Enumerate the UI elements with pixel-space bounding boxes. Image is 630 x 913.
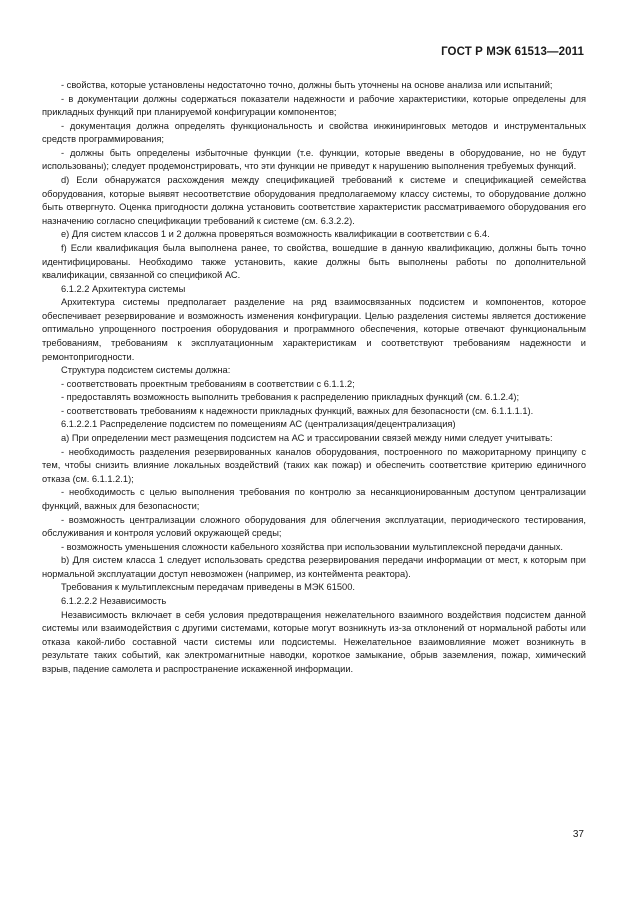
paragraph: - необходимость с целью выполнения требования по контролю за несанкционированным доступом централизации функций, важных для безопасности; bbox=[42, 487, 586, 511]
paragraph: - документация должна определять функциональность и свойства инжиниринговых методов и инструментальных средств программирования; bbox=[42, 120, 586, 145]
paragraph: f) Если квалификация была выполнена ранее, то свойства, вошедшие в данную квалификацию, должны быть точно идентифицированы. Необходимо также установить, какие должны быть выполнены работы по дополнительной квалификации, связанной со спецификой АС. bbox=[42, 242, 586, 281]
paragraph: - необходимость разделения резервированных каналов оборудования, построенного по мажоритарному принципу с тем, чтобы снизить влияние локальных воздействий (таких как пожар) и обеспечить соответствие критерию единичного отказа (см. 6.1.1.2.1); bbox=[42, 446, 586, 484]
paragraph: d) Если обнаружатся расхождения между спецификацией требований к системе и спецификацией семейства оборудования, которые выявят несоответствие оборудования предполагаемому классу системы, то оборудование должно быть отвергнуто. Оценка пригодности должна установить соответствие характеристик рассматриваемого оборудования его назначению согласно спецификации требований к системе (см. 6.3.2.2). bbox=[42, 175, 586, 226]
paragraph: - соответствовать проектным требованиям в соответствии с 6.1.1.2; bbox=[61, 378, 355, 389]
paragraph: - соответствовать требованиям к надежности прикладных функций, важных для безопасности (см. 6.1.1.1.1). bbox=[61, 405, 534, 416]
paragraph: Требования к мультиплексным передачам приведены в МЭК 61500. bbox=[61, 582, 355, 593]
paragraph: e) Для систем классов 1 и 2 должна проверяться возможность квалификации в соответствии с 6.4. bbox=[61, 229, 490, 240]
paragraph: Независимость включает в себя условия предотвращения нежелательного взаимного воздействия подсистем данной системы или взаимодействия с другими системами, которые могут возникнуть из-за отклонений от нормальной работы или отказа какой-либо составной части системы или подсистемы. Нежелательное взаимовлияние может возникнуть в результате таких событий, как электромагнитные наводки, короткое замыкание, обрыв заземления, пожар, химический взрыв, падение самолета и распространение искаженной информации. bbox=[42, 609, 586, 674]
paragraph: - возможность централизации сложного оборудования для облегчения эксплуатации, периодического тестирования, обслуживания и контроля условий окружающей среды; bbox=[42, 514, 586, 539]
paragraph: - должны быть определены избыточные функции (т.е. функции, которые введены в оборудование, но не будут использованы); следует продемонстрировать, что эти функции не приведут к нарушению выполнения требуемых функций. bbox=[42, 147, 586, 172]
paragraph: Структура подсистем системы должна: bbox=[61, 365, 231, 376]
document-header: ГОСТ Р МЭК 61513—2011 bbox=[441, 46, 584, 58]
document-body bbox=[42, 79, 586, 676]
paragraph: - возможность уменьшения сложности кабельного хозяйства при использовании мультиплексной передачи данных. bbox=[61, 541, 564, 552]
section-heading: 6.1.2.2 Архитектура системы bbox=[61, 283, 186, 294]
paragraph: - в документации должны содержаться показатели надежности и рабочие характеристики, которые определены для прикладных функций при планируемой конфигурации компонентов; bbox=[42, 93, 586, 118]
paragraph: b) Для систем класса 1 следует использовать средства резервирования передачи информации от мест, к которым при нормальной эксплуатации доступ невозможен (например, из контеймента реактора). bbox=[42, 555, 586, 579]
section-heading: 6.1.2.2.2 Независимость bbox=[61, 595, 167, 606]
paragraph: - предоставлять возможность выполнить требования к распределению прикладных функций (см. 6.1.2.4); bbox=[61, 392, 520, 403]
paragraph: Архитектура системы предполагает разделение на ряд взаимосвязанных подсистем и компонентов, которое обеспечивает резервирование и возможность изменения конфигурации. Целью разделения системы является достижение оптимально упрощенного построения оборудования и программного обеспечения, которые отвечают функциональным требованиям, требованиям к эксплуатационным характеристикам и соответствуют требованиям надежности и ремонтопригодности. bbox=[42, 297, 586, 362]
paragraph: - свойства, которые установлены недостаточно точно, должны быть уточнены на основе анализа или испытаний; bbox=[61, 80, 553, 90]
paragraph: а) При определении мест размещения подсистем на АС и трассировании связей между ними следует учитывать: bbox=[61, 433, 553, 444]
page-number: 37 bbox=[572, 829, 584, 840]
section-heading: 6.1.2.2.1 Распределение подсистем по помещениям АС (централизация/децентрализация) bbox=[61, 419, 456, 430]
